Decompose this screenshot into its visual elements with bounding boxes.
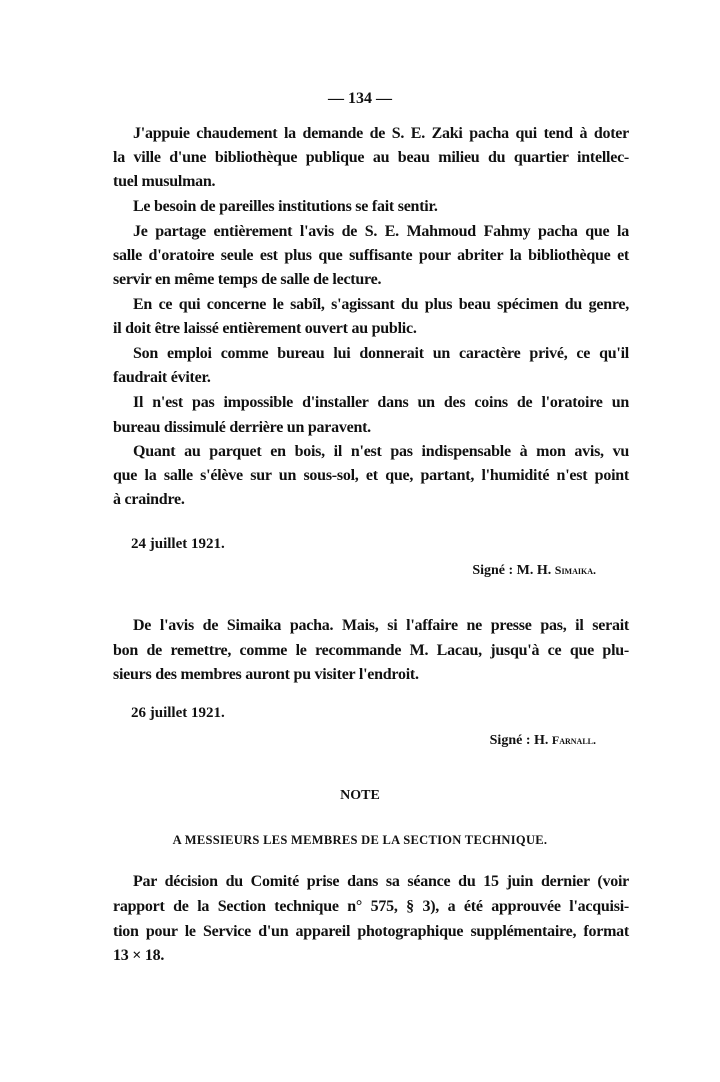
date-2: 26 juillet 1921. (131, 705, 225, 721)
signature-2 (490, 733, 596, 749)
date-1: 24 juillet 1921. (131, 536, 225, 552)
note-title: NOTE (340, 788, 380, 803)
text-line: Le besoin de pareilles institutions se fait sentir. (133, 198, 438, 215)
text-line: tuel musulman. (113, 173, 216, 190)
text-line: De l'avis de Simaika pacha. Mais, si l'affaire ne presse pas, il serait (133, 617, 629, 634)
text-line: Je partage entièrement l'avis de S. E. Mahmoud Fahmy pacha que la (133, 223, 629, 240)
text-line: tion pour le Service d'un appareil photographique supplémentaire, format (113, 923, 629, 940)
signature-prefix: Signé : M. H. (472, 563, 552, 578)
text-line: J'appuie chaudement la demande de S. E. Zaki pacha qui tend à doter (133, 125, 629, 142)
text-line: sieurs des membres auront pu visiter l'endroit. (113, 666, 419, 683)
page-number: — 134 — (328, 90, 392, 107)
text-line: rapport de la Section technique n° 575, § 3), a été approuvée l'acquisi- (113, 898, 629, 915)
signature-prefix: Signé : H. (489, 733, 549, 748)
signature-name: Simaika. (554, 563, 596, 577)
text-line: 13 × 18. (113, 947, 165, 964)
text-line: que la salle s'élève sur un sous-sol, et que, partant, l'humidité n'est point (113, 467, 629, 484)
text-line: Son emploi comme bureau lui donnerait un caractère privé, ce qu'il (133, 345, 629, 362)
signature-name: Farnall. (551, 733, 596, 747)
text-line: Il n'est pas impossible d'installer dans un des coins de l'oratoire un (133, 394, 629, 411)
note-heading: A MESSIEURS LES MEMBRES DE LA SECTION TECHNIQUE. (172, 833, 548, 847)
text-line: bureau dissimulé derrière un paravent. (113, 419, 371, 436)
text-line: En ce qui concerne le sabîl, s'agissant du plus beau spécimen du genre, (133, 296, 629, 313)
text-line: bon de remettre, comme le recommande M. Lacau, jusqu'à ce que plu- (113, 642, 629, 659)
signature-1 (472, 563, 596, 579)
text-line: à craindre. (113, 491, 185, 508)
text-line: il doit être laissé entièrement ouvert au public. (113, 320, 417, 337)
text-line: Quant au parquet en bois, il n'est pas indispensable à mon avis, vu (133, 443, 629, 460)
text-line: Par décision du Comité prise dans sa séance du 15 juin dernier (voir (133, 873, 629, 890)
text-line: salle d'oratoire seule est plus que suffisante pour abriter la bibliothèque et (113, 247, 629, 264)
text-line: servir en même temps de salle de lecture. (113, 271, 382, 288)
text-line: faudrait éviter. (113, 369, 211, 386)
text-line: la ville d'une bibliothèque publique au beau milieu du quartier intellec- (113, 149, 629, 166)
